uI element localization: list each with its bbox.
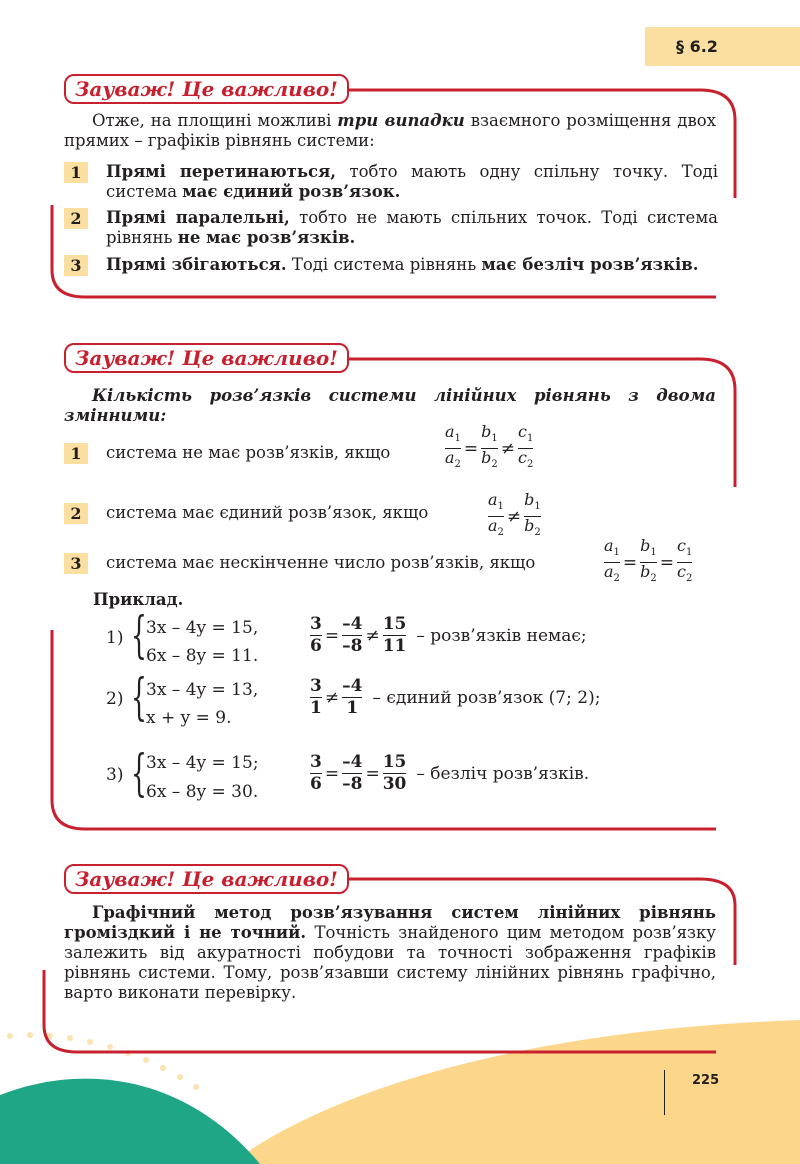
item-number-badge: 2 bbox=[64, 503, 88, 524]
note3-body: Графічний метод розв’язування систем лінійних рівнянь громіздкий і не точний. Точність знайденого цим методом розв’язку залежить від акуратності побудови та точності зображення графіків рівнянь системи. Тому, розв’язавши систему лінійних рівнянь графічно, варто виконати перевірку. bbox=[64, 903, 717, 1002]
page-number: 225 bbox=[692, 1073, 720, 1088]
example-3-eq1: 3x – 4y = 15; bbox=[146, 753, 259, 773]
item-number-badge: 2 bbox=[64, 208, 88, 229]
example-1-number: 1) bbox=[106, 628, 124, 648]
example-2-ratios: $\frac{3}{1}$ ≠ $\frac{-4}{1}$ – єдиний розв’язок (7; 2); bbox=[310, 676, 601, 718]
example-2-eq2: x + y = 9. bbox=[146, 708, 232, 728]
item-number-badge: 1 bbox=[64, 162, 88, 183]
example-3-ratios: $\frac{3}{6}$ = $\frac{-4}{-8}$ = $\frac{15}{30}$ – безліч розв’язків. bbox=[310, 752, 590, 794]
note2-title: Зауваж! Це важливо! bbox=[64, 343, 349, 373]
example-2-eq1: 3x – 4y = 13, bbox=[146, 680, 259, 700]
item-number-badge: 3 bbox=[64, 553, 88, 574]
example-1-ratios: $\frac{3}{6}$ = $\frac{-4}{-8}$ ≠ $\frac{15}{11}$ – розв’язків немає; bbox=[310, 614, 587, 656]
note3-title: Зауваж! Це важливо! bbox=[64, 864, 349, 894]
example-2-number: 2) bbox=[106, 689, 124, 709]
condition-2-formula: $\frac{a_1}{a_2}$ ≠ $\frac{b_1}{b_2}$ bbox=[486, 491, 543, 542]
condition-1-formula: $\frac{a_1}{a_2}$ = $\frac{b_1}{b_2}$ ≠ $\frac{c_1}{c_2}$ bbox=[443, 423, 535, 474]
section-tab: § 6.2 bbox=[645, 27, 800, 66]
example-3-number: 3) bbox=[106, 765, 124, 785]
example-3-eq2: 6x – 8y = 30. bbox=[146, 782, 259, 802]
note2-lead: Кількість розв’язків системи лінійних рівнянь з двома змінними: bbox=[64, 386, 716, 425]
system-brace: { bbox=[131, 668, 147, 726]
item-number-badge: 1 bbox=[64, 443, 88, 464]
yellow-wave bbox=[230, 1020, 800, 1164]
system-brace: { bbox=[131, 606, 147, 664]
example-1-eq2: 6x – 8y = 11. bbox=[146, 646, 259, 666]
page-number-divider bbox=[664, 1070, 665, 1115]
item-number-badge: 3 bbox=[64, 255, 88, 276]
green-wave bbox=[0, 1079, 260, 1164]
example-1-eq1: 3x – 4y = 15, bbox=[146, 618, 259, 638]
note1-title: Зауваж! Це важливо! bbox=[64, 74, 349, 104]
system-brace: { bbox=[131, 744, 147, 802]
condition-3-formula: $\frac{a_1}{a_2}$ = $\frac{b_1}{b_2}$ = $\frac{c_1}{c_2}$ bbox=[602, 537, 694, 588]
note1-intro: Отже, на площині можливі три випадки взаємного розміщення двох прямих – графіків рівнянь системи: bbox=[64, 111, 716, 150]
example-label: Приклад. bbox=[93, 590, 184, 609]
